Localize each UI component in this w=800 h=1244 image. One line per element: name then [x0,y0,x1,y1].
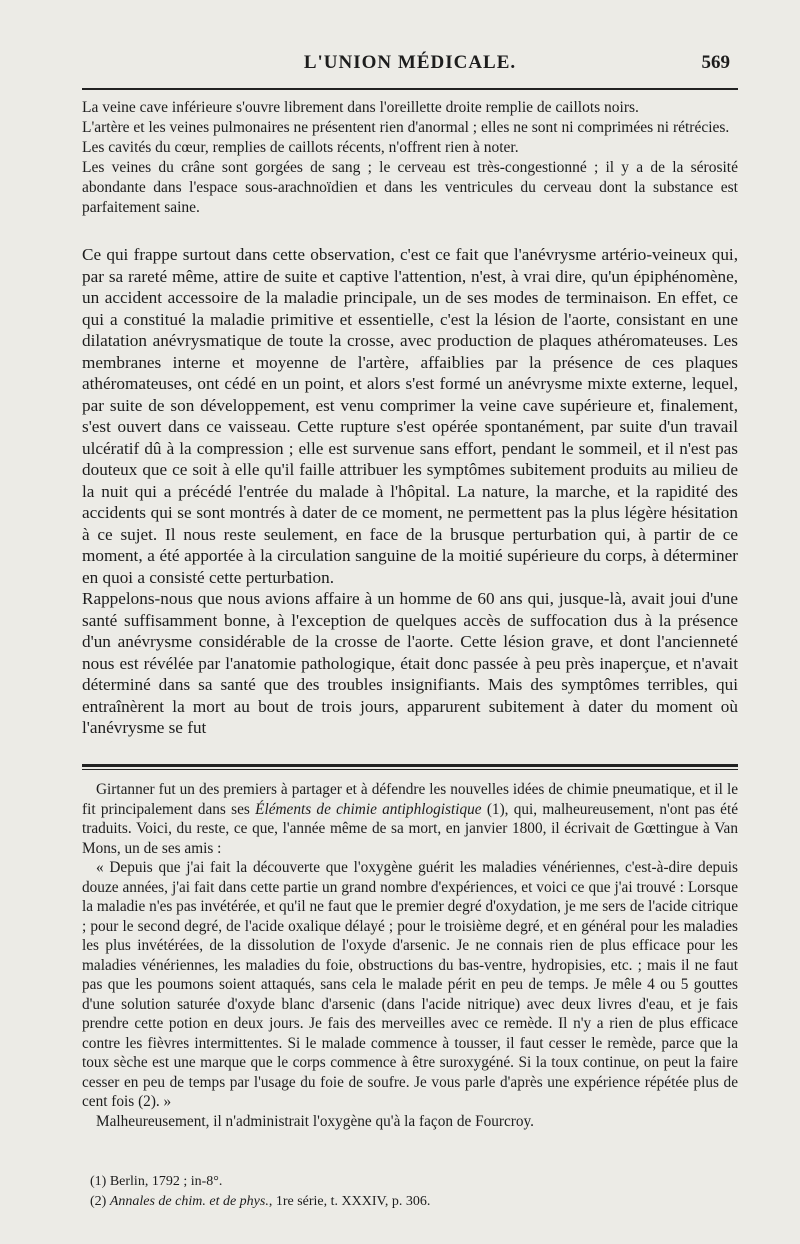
autopsy-paragraph: La veine cave inférieure s'ouvre librement dans l'oreillette droite remplie de caillots noirs. [82,99,639,116]
body-paragraph: Rappelons-nous que nous avions affaire à un homme de 60 ans qui, jusque-là, avait joui d'une santé suffisamment bonne, à l'exception de quelques accès de suffocation dus à la présence d'un anévrysme considérable de la crosse de l'aorte. Cette lésion grave, et dont l'ancienneté nous est révélée par l'anatomie pathologique, était donc passée à peu près inaperçue, et n'avait déterminé dans sa santé que des troubles insignifiants. Mais des symptômes terribles, qui entraînèrent la mort au bout de trois jours, apparurent subitement à dater du moment où l'anévrysme se fut [82,589,738,737]
feuilleton-paragraph: Malheureusement, il n'administrait l'oxygène qu'à la façon de Fourcroy. [96,1112,535,1130]
book-title: Éléments de chimie antiphlogistique [255,800,482,818]
footnotes [82,1172,738,1212]
header-rule [82,88,738,90]
autopsy-paragraph: Les cavités du cœur, remplies de caillots récents, n'offrent rien à noter. [82,139,519,156]
journal-reference: Annales de chim. et de phys. [109,1194,269,1209]
main-discussion [82,244,738,739]
feuilleton-paragraph: Girtanner fut un des premiers à partager et à défendre les nouvelles idées de chimie pneumatique, et il le fit principalement dans ses Éléments de chimie antiphlogistique (1), qui, malheureusement, n'ont pas été traduits. Voici, du reste, ce que, l'année même de sa mort, en janvier 1800, il écrivait de Gœttingue à Van Mons, un de ses amis : [82,781,739,857]
feuilleton-rule [82,764,738,767]
feuilleton-text [82,780,738,1131]
feuilleton-rule-thin [82,769,738,770]
running-header [82,52,738,80]
footnote-1: (1) Berlin, 1792 ; in-8°. [90,1174,223,1189]
body-paragraph: Ce qui frappe surtout dans cette observation, c'est ce fait que l'anévrysme artério-veineux qui, par sa rareté même, attire de suite et captive l'attention, n'est, à vrai dire, qu'un épiphénomène, un accident accessoire de la maladie principale, un de ses modes de terminaison. En effet, ce qui a constitué la maladie primitive et essentielle, c'est la lésion de l'aorte, consistant en une dilatation anévrysmatique de toute la crosse, avec production de plaques athéromateuses. Les membranes interne et moyenne de l'artère, affaiblies par la présence de ces plaques athéromateuses, ont cédé en un point, et alors s'est formé un anévrysme mixte externe, lequel, par suite de son développement, est venu comprimer la veine cave supérieure et, finalement, s'est ouvert dans ce vaisseau. Cette rupture s'est opérée spontanément, par suite d'un travail ulcératif dû à la compression ; elle est survenue sans effort, pendant le sommeil, et il n'est pas douteux que ce soit à elle qu'il faille attribuer les symptômes subitement produits au milieu de la nuit qui a précédé l'entrée du malade à l'hôpital. La nature, la marche, et la rapidité des accidents qui se sont montrés à dater de ce moment, ne permettent pas la plus légère hésitation à ce sujet. Il nous reste seulement, en face de la brusque perturbation qui, à partir de ce moment, a été apportée à la circulation sanguine de la moitié supérieure du corps, à déterminer en quoi a consisté cette perturbation. [82,245,738,587]
autopsy-paragraph: Les veines du crâne sont gorgées de sang ; le cerveau est très-congestionné ; il y a de la sérosité abondante dans l'espace sous-arachnoïdien et dans les ventricules du cerveau dont la substance est parfaitement saine. [82,159,738,216]
journal-title: L'UNION MÉDICALE. [303,52,517,73]
autopsy-paragraph: L'artère et les veines pulmonaires ne présentent rien d'anormal ; elles ne sont ni comprimées ni rétrécies. [82,119,730,136]
page-number: 569 [701,52,730,73]
autopsy-findings [82,98,738,218]
footnote-2: (2) Annales de chim. et de phys., 1re série, t. XXXIV, p. 306. [90,1194,431,1209]
quoted-letter: « Depuis que j'ai fait la découverte que l'oxygène guérit les maladies vénériennes, c'est-à-dire depuis douze années, j'ai fait dans cette partie un grand nombre d'expériences, et voici ce que j'ai trouvé : Lorsque la maladie n'es pas invétérée, et qu'il ne faut que le premier degré d'oxydation, je me sers de l'acide citrique ; pour le second degré, de l'acide oxalique délayé ; pour le troisième degré, et en général pour les maladies les plus invétérées, de la dissolution de l'oxyde d'arsenic. Je ne connais rien de plus efficace pour les maladies vénériennes, les maladies du foie, obstructions du bas-ventre, hydropisies, etc. ; mais il ne faut pas que les poumons soient attaqués, sans cela le malade périt en peu de temps. Je mêle 4 ou 5 gouttes d'une solution saturée d'oxyde blanc d'arsenic (dans l'acide nitrique) avec deux livres d'eau, et je fais prendre cette potion en deux jours. Je fais des merveilles avec ce remède. Il n'y a rien de plus efficace contre les fièvres intermittentes. Si le malade commence à tousser, il faut cesser le remède, parce que la toux sèche est une marque que le corps commence à être suroxygéné. Si la toux continue, on peut la faire cesser en peu de temps par l'usage du foie de soufre. Je vous parle d'après une expérience répétée plus de cent fois (2). » [82,859,738,1110]
